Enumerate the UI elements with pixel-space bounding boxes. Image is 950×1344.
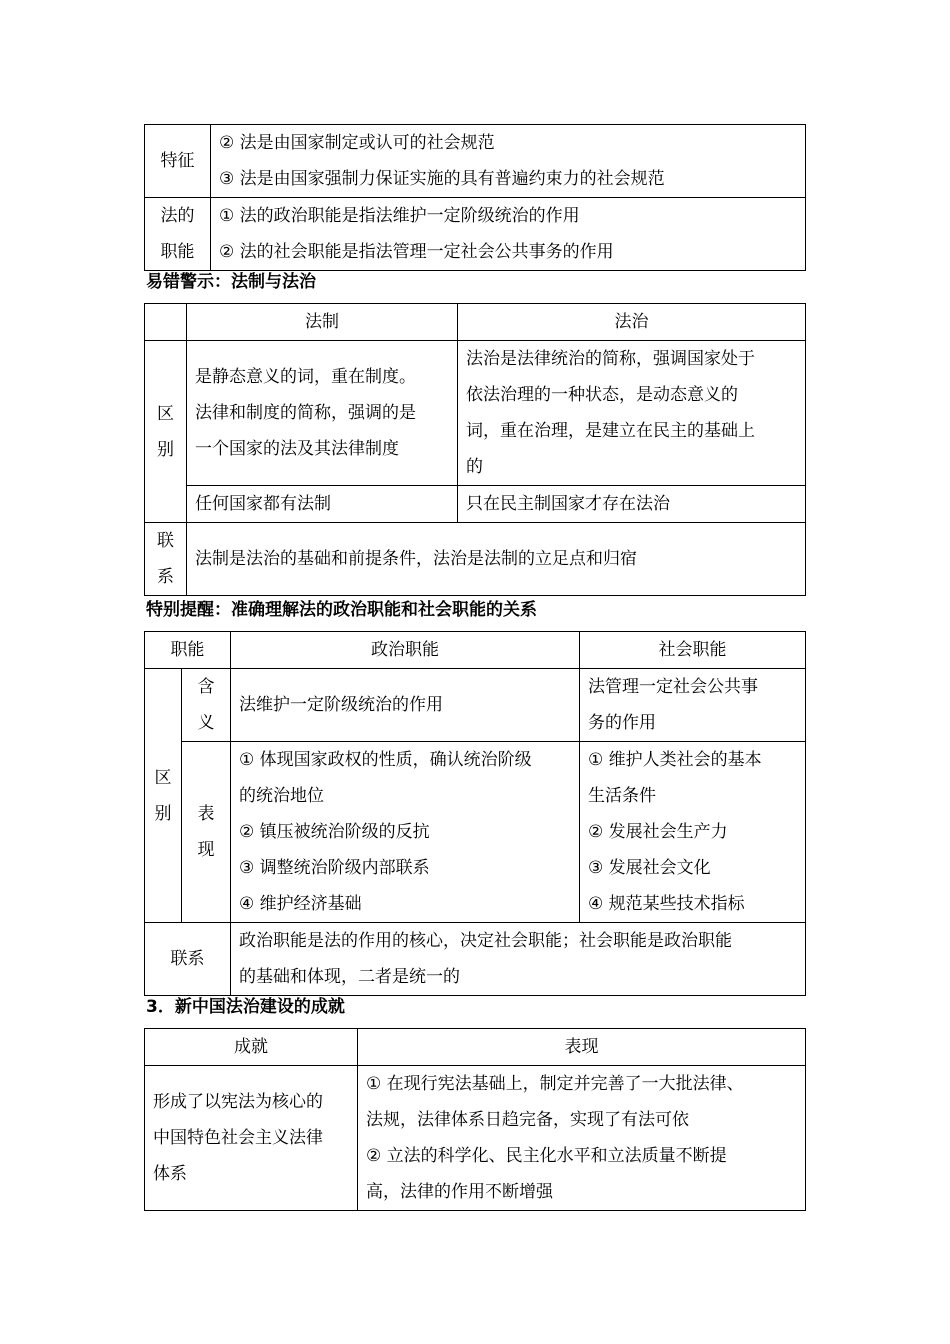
legal-system-vs-rule-of-law-table bbox=[144, 303, 806, 596]
heading-functions-relation: 特别提醒：准确理解法的政治职能和社会职能的关系 bbox=[146, 600, 537, 620]
meaning-header: 含 义 bbox=[182, 669, 231, 742]
fazhi2-scope: 只在民主制国家才存在法治 bbox=[458, 486, 806, 523]
achievement-cell: 形成了以宪法为核心的 中国特色社会主义法律 体系 bbox=[145, 1066, 358, 1211]
fazhi-scope: 任何国家都有法制 bbox=[187, 486, 458, 523]
law-features-table bbox=[144, 124, 806, 271]
fazhi-definition: 是静态意义的词，重在制度。 法律和制度的简称，强调的是 一个国家的法及其法律制度 bbox=[187, 341, 458, 486]
manifestation-header: 表 现 bbox=[182, 742, 231, 923]
relation-header: 联系 bbox=[145, 923, 231, 996]
function-political: ① 法的政治职能是指法维护一定阶级统治的作用 bbox=[219, 206, 580, 226]
heading-achievements: 3．新中国法治建设的成就 bbox=[146, 997, 345, 1017]
functions-header: 法的 职能 bbox=[145, 198, 211, 271]
functions-comparison-table bbox=[144, 631, 806, 996]
col-header-fazhi: 法制 bbox=[187, 304, 458, 341]
difference-header: 区 别 bbox=[145, 341, 187, 523]
difference-header: 区 别 bbox=[145, 669, 182, 923]
social-manifestations: ① 维护人类社会的基本 生活条件 ② 发展社会生产力 ③ 发展社会文化 ④ 规范某些技术指标 bbox=[580, 742, 806, 923]
political-meaning: 法维护一定阶级统治的作用 bbox=[231, 669, 580, 742]
functions-cell bbox=[211, 198, 806, 271]
feature-3: ③ 法是由国家强制力保证实施的具有普遍约束力的社会规范 bbox=[219, 169, 665, 189]
relation-text: 政治职能是法的作用的核心，决定社会职能；社会职能是政治职能 的基础和体现，二者是统一的 bbox=[231, 923, 806, 996]
heading-fazhi-fazhi: 易错警示：法制与法治 bbox=[146, 272, 316, 292]
political-manifestations: ① 体现国家政权的性质，确认统治阶级 的统治地位 ② 镇压被统治阶级的反抗 ③ 调整统治阶级内部联系 ④ 维护经济基础 bbox=[231, 742, 580, 923]
empty-corner-cell bbox=[145, 304, 187, 341]
social-meaning: 法管理一定社会公共事 务的作用 bbox=[580, 669, 806, 742]
function-social: ② 法的社会职能是指法管理一定社会公共事务的作用 bbox=[219, 242, 614, 262]
relation-header: 联 系 bbox=[145, 523, 187, 596]
manifestation-cell: ① 在现行宪法基础上，制定并完善了一大批法律、 法规，法律体系日趋完备，实现了有法可依 ② 立法的科学化、民主化水平和立法质量不断提 高，法律的作用不断增强 bbox=[358, 1066, 806, 1211]
col-header-political: 政治职能 bbox=[231, 632, 580, 669]
col-header-social: 社会职能 bbox=[580, 632, 806, 669]
features-header: 特征 bbox=[145, 125, 211, 198]
achievements-table bbox=[144, 1028, 806, 1211]
fazhi2-definition: 法治是法律统治的简称，强调国家处于 依法治理的一种状态，是动态意义的 词，重在治理，是建立在民主的基础上 的 bbox=[458, 341, 806, 486]
features-cell bbox=[211, 125, 806, 198]
relation-text: 法制是法治的基础和前提条件，法治是法制的立足点和归宿 bbox=[187, 523, 806, 596]
col-header-fazhi2: 法治 bbox=[458, 304, 806, 341]
feature-2: ② 法是由国家制定或认可的社会规范 bbox=[219, 133, 495, 153]
col-header-manifestation: 表现 bbox=[358, 1029, 806, 1066]
col-header-functions: 职能 bbox=[145, 632, 231, 669]
col-header-achievement: 成就 bbox=[145, 1029, 358, 1066]
